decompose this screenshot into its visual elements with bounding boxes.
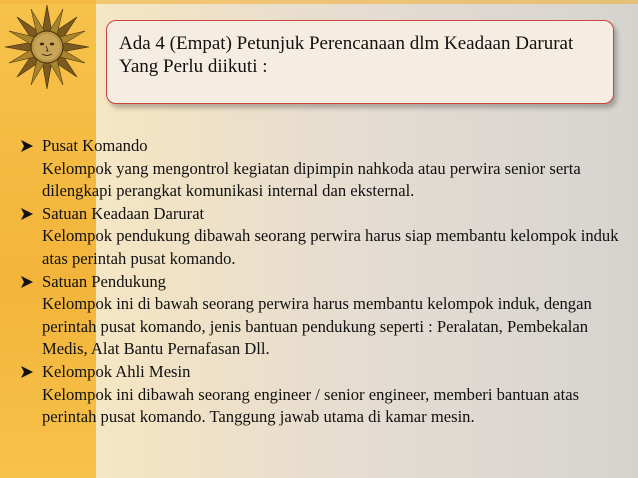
list-item-pusat-komando — [20, 135, 620, 203]
item-heading: Pusat Komando — [42, 136, 148, 155]
arrow-bullet-icon — [20, 139, 34, 153]
list-item-satuan-keadaan-darurat — [20, 203, 620, 271]
slide-title: Ada 4 (Empat) Petunjuk Perencanaan dlm Keadaan Darurat Yang Perlu diikuti : — [119, 33, 574, 77]
item-heading: Kelompok Ahli Mesin — [42, 361, 191, 381]
list-item-kelompok-ahli-mesin — [20, 361, 620, 429]
arrow-bullet-icon — [20, 275, 34, 289]
content-list — [20, 135, 620, 429]
item-description: Kelompok ini dibawah seorang engineer / senior engineer, memberi bantuan atas perintah pusat komando. Tanggung jawab utama di kamar mesin. — [42, 384, 580, 427]
item-description: Kelompok ini di bawah seorang perwira harus membantu kelompok induk, dengan perintah pusat komando, jenis bantuan pendukung seperti : Peralatan, Pembekalan Medis, Alat Bantu Pernafasan Dll. — [42, 294, 592, 359]
list-item-satuan-pendukung — [20, 271, 620, 361]
arrow-bullet-icon — [20, 207, 34, 221]
item-heading: Satuan Pendukung — [42, 271, 166, 291]
item-heading: Satuan Keadaan Darurat — [42, 203, 205, 223]
sun-icon — [4, 4, 90, 90]
item-description: Kelompok yang mengontrol kegiatan dipimpin nahkoda atau perwira senior serta dilengkapi perangkat komunikasi internal dan eksternal. — [42, 158, 581, 201]
item-description: Kelompok pendukung dibawah seorang perwira harus siap membantu kelompok induk atas perintah pusat komando. — [42, 226, 619, 268]
arrow-bullet-icon — [20, 365, 34, 379]
top-decorative-stripe — [0, 0, 638, 4]
title-box — [106, 20, 614, 104]
